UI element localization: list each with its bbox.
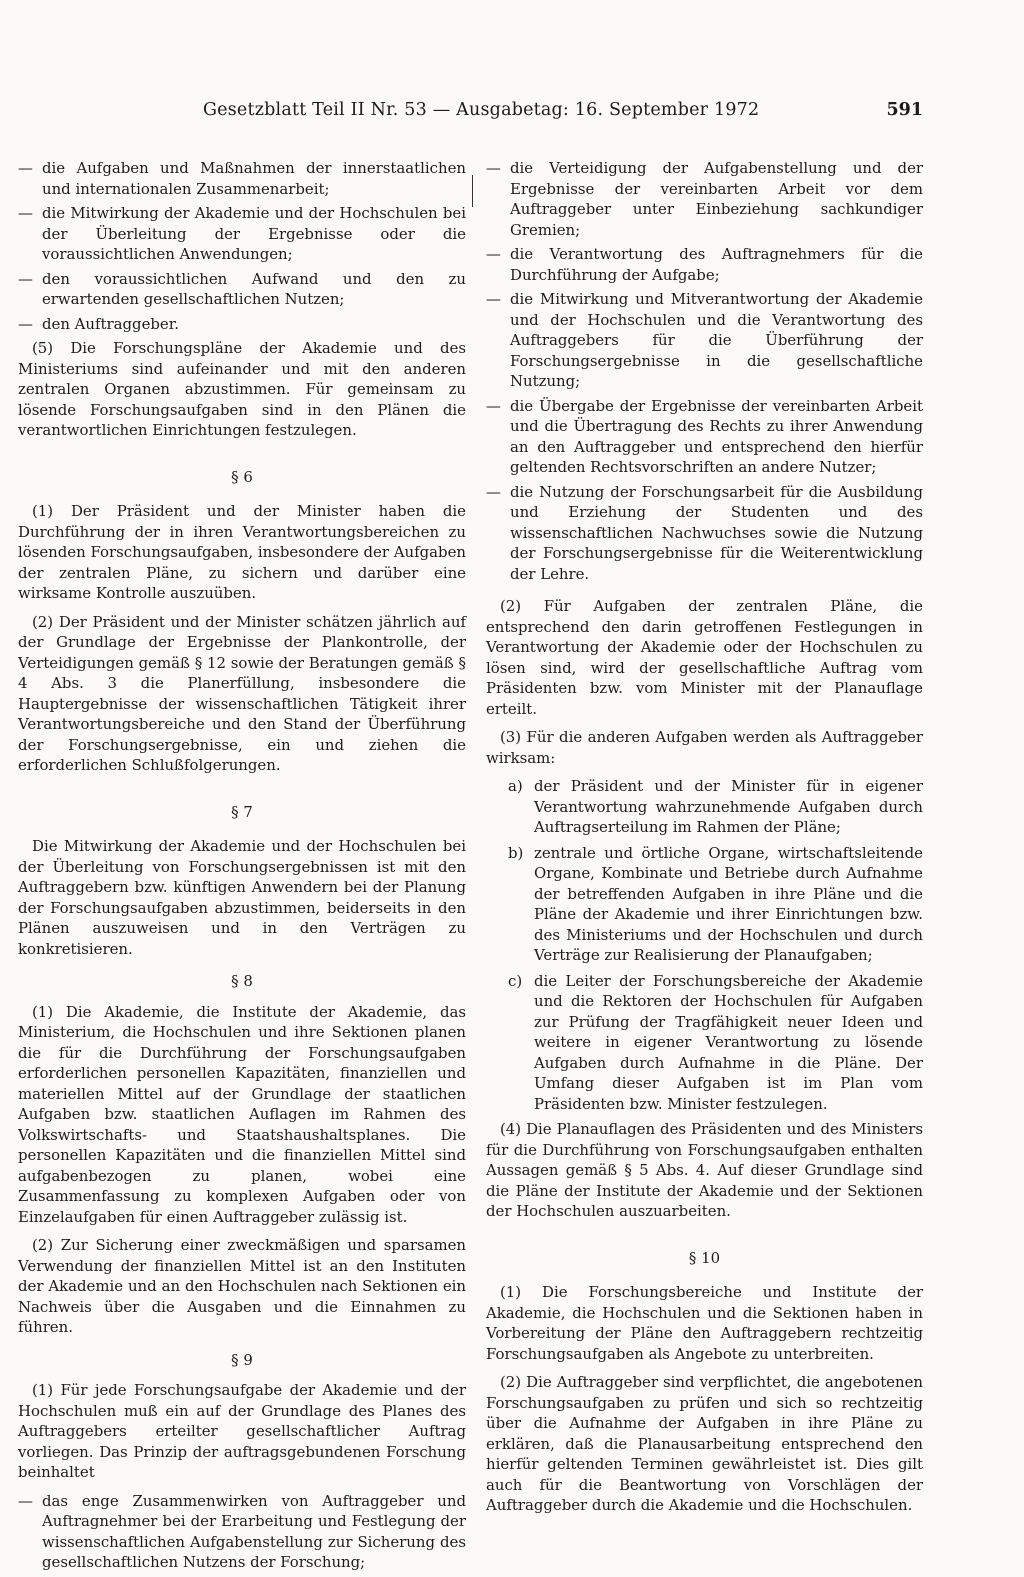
dash-marker: — — [486, 159, 501, 177]
paragraph-s7: Die Mitwirkung der Akademie und der Hochschulen bei der Überleitung von Forschungsergebnissen ist mit den Auftraggebern bzw. künftigen Anwendern bei der Planung der Forschungsaufgaben abzustimmen, beiderseits in den Plänen auszuweisen und in den Verträgen zu konkretisieren. — [18, 837, 466, 958]
dash-marker: — — [18, 314, 33, 333]
section-heading-7: § 7 — [231, 802, 253, 821]
dash-marker: — — [18, 1491, 33, 1510]
list-item-b: b) zentrale und örtliche Organe, wirtschaftsleitende Organe, Kombinate und Betriebe durch Aufnahme der betreffenden Aufgaben in ihre Pläne und die Pläne der Akademie und ihrer Einrichtungen bzw. des Ministeriums und der Hochschulen und durch Verträge zur Realisierung der Planaufgaben; — [508, 843, 923, 964]
paragraph-s8-1: (1) Die Akademie, die Institute der Akademie, das Ministerium, die Hochschulen und ihre Sektionen planen die für die Durchführung der Forschungsaufgaben erforderlichen personellen Kapazitäten, finanziellen und materiellen Mittel auf der Grundlage der staatlichen Aufgaben bzw. staatlichen Auflagen im Rahmen des Volkswirtschafts- und Staatshaushaltsplanes. Die personellen Kapazitäten und die finanziellen Mittel sind aufgabenbezogen zu planen, wobei eine Zusammenfassung zu komplexen Aufgaben oder von Einzelaufgaben für einen Auftraggeber zulässig ist. — [18, 1002, 466, 1226]
paragraph-s9-4: (4) Die Planauflagen des Präsidenten und des Ministers für die Durchführung von Forschungsaufgaben enthalten Aussagen gemäß § 5 Abs. 4. Auf dieser Grundlage sind die Pläne der Institute der Akademie und der Sektionen der Hochschulen auszuarbeiten. — [486, 1120, 923, 1220]
dash-marker: — — [486, 290, 501, 308]
dash-marker: — — [18, 204, 33, 222]
paragraph-s9-3: (3) Für die anderen Aufgaben werden als Auftraggeber wirksam: — [486, 728, 923, 767]
list-item: — die Nutzung der Forschungsarbeit für die Ausbildung und Erziehung der Studenten und des wissenschaftlichen Nachwuchses sowie die Nutzung der Forschungsergebnisse für die Weiterentwicklung der Lehre. — [486, 482, 923, 583]
paragraph-s10-2: (2) Die Auftraggeber sind verpflichtet, die angebotenen Forschungsaufgaben zu prüfen und sich so rechtzeitig über die Aufnahme der Aufgaben in ihre Pläne zu erklären, daß die Planausarbeitung entsprechend den hierfür geltenden Terminen gewährleistet ist. Dies gilt auch für die Beantwortung von Vorschlägen der Auftraggeber durch die Akademie und die Hochschulen. — [486, 1373, 923, 1514]
list-item: — die Verteidigung der Aufgabenstellung und der Ergebnisse der vereinbarten Arbeit vor dem Auftraggeber unter Einbeziehung sachkundiger Gremien; — [486, 159, 923, 239]
right-column — [486, 158, 923, 1524]
section-heading-9: § 9 — [231, 1350, 253, 1369]
dash-marker: — — [18, 269, 33, 288]
section-heading-8: § 8 — [231, 972, 253, 990]
dash-marker: — — [486, 482, 501, 501]
page-header — [203, 100, 923, 130]
paragraph-s8-2: (2) Zur Sicherung einer zweckmäßigen und sparsamen Verwendung der finanziellen Mittel ist an den Instituten der Akademie und an den Hochschulen nach Sektionen ein Nachweis über die Ausgaben und die Einnahmen zu führen. — [18, 1236, 466, 1336]
item-marker: c) — [508, 971, 523, 990]
section-heading-10: § 10 — [688, 1248, 721, 1267]
paragraph-s6-1: (1) Der Präsident und der Minister haben die Durchführung der in ihren Verantwortungsbereichen zu lösenden Forschungsaufgaben, insbesondere der Aufgaben der zentralen Pläne, zu sichern und darüber eine wirksame Kontrolle auszuüben. — [18, 502, 466, 602]
item-marker: a) — [508, 777, 523, 795]
dash-marker: — — [486, 245, 501, 263]
list-item: — den Auftraggeber. — [18, 314, 179, 333]
paragraph-s9-1: (1) Für jede Forschungsaufgabe der Akademie und der Hochschulen muß ein auf der Grundlage des Planes des Auftraggebers erteilter gesellschaftlicher Auftrag vorliegen. Das Prinzip der auftragsgebundenen Forschung beinhaltet — [18, 1381, 466, 1481]
list-item: — die Verantwortung des Auftragnehmers für die Durchführung der Aufgabe; — [486, 245, 923, 284]
item-marker: b) — [508, 843, 524, 862]
gazette-title: Gesetzblatt Teil II Nr. 53 — Ausgabetag: 16. September 1972 — [203, 100, 760, 120]
list-item: — die Aufgaben und Maßnahmen der innerstaatlichen und internationalen Zusammenarbeit; — [18, 159, 466, 198]
paragraph-s10-1: (1) Die Forschungsbereiche und Institute der Akademie, die Hochschulen und die Sektionen haben in Vorbereitung der Pläne den Auftraggebern rechtzeitig Forschungsaufgaben als Angebote zu unterbreiten. — [486, 1283, 923, 1363]
list-item: — das enge Zusammenwirken von Auftraggeber und Auftragnehmer bei der Erarbeitung und Festlegung der wissenschaftlichen Aufgabenstellung zur Sicherung des gesellschaftlichen Nutzens der Forschung; — [18, 1491, 466, 1571]
list-item: — die Übergabe der Ergebnisse der vereinbarten Arbeit und die Übertragung des Rechts zu ihrer Anwendung an den Auftraggeber und entsprechend den hierfür geltenden Rechtsvorschriften an andere Nutzer; — [486, 396, 923, 476]
left-column — [18, 158, 466, 1577]
section-heading-6: § 6 — [231, 467, 253, 486]
dash-marker: — — [18, 159, 33, 177]
paragraph-s5-5: (5) Die Forschungspläne der Akademie und des Ministeriums sind aufeinander und mit den anderen zentralen Organen abzustimmen. Für gemeinsam zu lösende Forschungsaufgaben sind in den Plänen die verantwortlichen Einrichtungen festzulegen. — [18, 339, 466, 439]
paragraph-s9-2: (2) Für Aufgaben der zentralen Pläne, die entsprechend den darin getroffenen Festlegungen in Verantwortung der Akademie oder der Hochschulen zu lösen sind, wird der gesellschaftliche Auftrag vom Präsidenten bzw. vom Minister mit der Planauflage erteilt. — [486, 597, 923, 718]
paragraph-s6-2: (2) Der Präsident und der Minister schätzen jährlich auf der Grundlage der Ergebnisse der Plankontrolle, der Verteidigungen gemäß § 12 sowie der Beratungen gemäß § 4 Abs. 3 die Planerfüllung, insbesondere die Hauptergebnisse der wissenschaftlichen Tätigkeit ihrer Verantwortungsbereiche und den Stand der Überführung der Forschungsergebnisse, ein und ziehen die erforderlichen Schlußfolgerungen. — [18, 612, 466, 774]
list-item-c: c) die Leiter der Forschungsbereiche der Akademie und die Rektoren der Hochschulen für Aufgaben zur Prüfung der Tragfähigkeit neuer Ideen und weitere in eigener Verantwortung zu lösende Aufgaben durch Aufnahme in die Pläne. Der Umfang dieser Aufgaben ist im Plan vom Präsidenten bzw. Minister festzulegen. — [508, 971, 923, 1113]
column-divider — [472, 175, 473, 207]
list-item: — die Mitwirkung der Akademie und der Hochschulen bei der Überleitung der Ergebnisse oder die voraussichtlichen Anwendungen; — [18, 204, 466, 263]
list-item: — den voraussichtlichen Aufwand und den zu erwartenden gesellschaftlichen Nutzen; — [18, 269, 466, 308]
list-item-a: a) der Präsident und der Minister für in eigener Verantwortung wahrzunehmende Aufgaben durch Auftragserteilung im Rahmen der Pläne; — [508, 777, 923, 836]
page-number: 591 — [886, 100, 923, 120]
list-item: — die Mitwirkung und Mitverantwortung der Akademie und der Hochschulen und die Verantwortung des Auftraggebers für die Überführung der Forschungsergebnisse in die gesellschaftliche Nutzung; — [486, 290, 923, 390]
dash-marker: — — [486, 396, 501, 415]
